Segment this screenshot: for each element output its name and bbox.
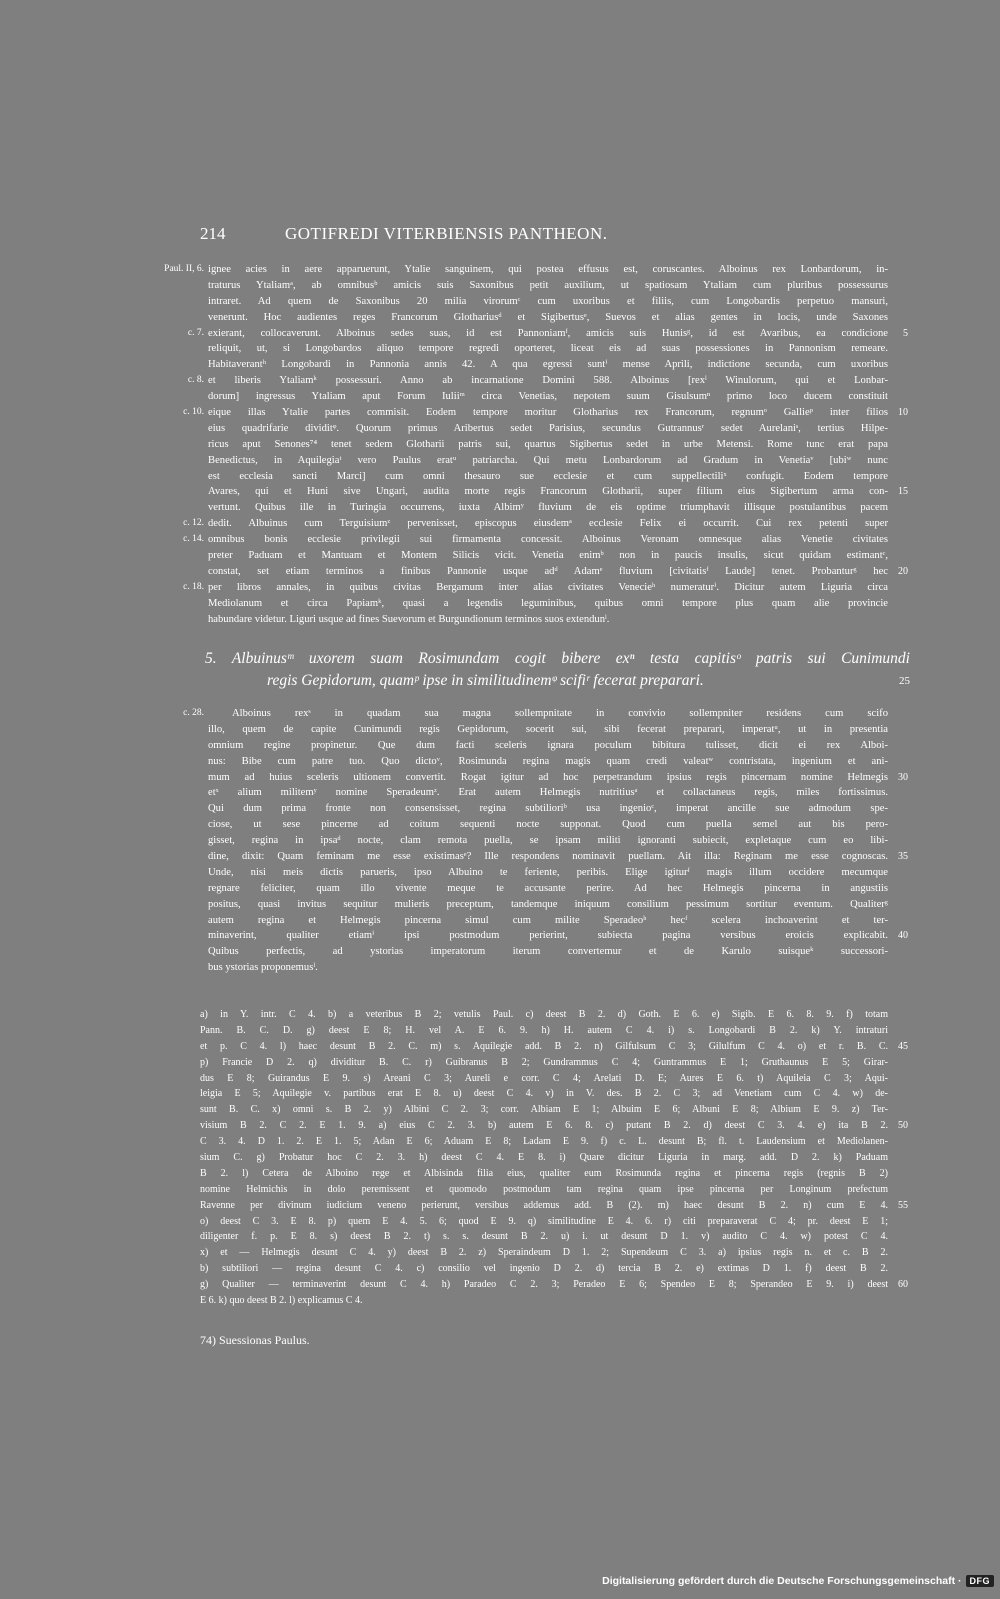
text-line — [148, 1007, 908, 1023]
line-text: vertunt. Quibus ille in Turingia occurrens, iuxta Albimʸ fluvium de eis optime triumphavit illisque postulantibus pacem — [208, 502, 888, 514]
line-text: Pann. B. C. D. g) deest E 8; H. vel A. E 6. 9. h) H. autem C 4. i) s. Longobardi B 2. k) Y. intraturi — [200, 1024, 888, 1036]
text-line — [148, 294, 908, 310]
text-line — [148, 278, 908, 294]
text-line — [148, 262, 908, 278]
line-number: 35 — [898, 851, 908, 863]
line-text: E 6. k) quo deest B 2. l) explicamus C 4. — [200, 1295, 363, 1307]
text-line — [148, 849, 908, 865]
margin-reference: c. 10. — [183, 407, 204, 418]
line-text: constat, set etiam terminos a finibus Pannonie usque adᵈ Adamᵉ fluvium [civitatisᶠ Laude] tenet. Probanturᵍ hec — [208, 565, 888, 577]
line-number: 10 — [898, 407, 908, 419]
line-number: 40 — [898, 930, 908, 942]
line-text: sunt B. C. x) omni s. B 2. y) Albini C 2. 3; corr. Albiam E 1; Albuim E 6; Albuni E 8; Albium E 9. z) Ter- — [200, 1104, 888, 1116]
line-text: intraret. Ad quem de Saxonibus 20 milia virorumᶜ cum uxoribus et filiis, cum Longobardis perpetuo mansuri, — [208, 295, 888, 307]
text-line — [148, 881, 908, 897]
text-line — [148, 897, 908, 913]
text-line — [148, 833, 908, 849]
line-text: illo, quem de capite Cunimundi regis Gepidorum, socerit sui, sibi fecerat preparari, imperatᵘ, ut in presentia — [208, 723, 888, 735]
text-line — [148, 437, 908, 453]
line-text: Alboinus rexˢ in quadam sua magna sollempnitate in convivio sollempniter residens cum scifo — [232, 708, 888, 719]
text-line — [148, 1055, 908, 1071]
margin-reference: c. 8. — [187, 375, 204, 386]
text-line — [148, 913, 908, 929]
text-line — [148, 928, 908, 944]
margin-reference: c. 14. — [183, 534, 204, 545]
line-text: a) in Y. intr. C 4. b) a veteribus B 2; vetulis Paul. c) deest B 2. d) Goth. E 6. e) Sigib. E 6. 8. 9. f) totam — [200, 1009, 888, 1020]
text-line — [148, 1293, 908, 1309]
line-number: 30 — [898, 771, 908, 783]
text-line — [148, 548, 908, 564]
text-line — [148, 1118, 908, 1134]
line-text: eius quadrifarie dividitᵠ. Quorum primus Aribertus sedet Parisius, secundus Gutrannusʳ sedet Aurelaniˢ, tertius Hilpe- — [208, 422, 888, 434]
line-text: traturus Ytaliamᵃ, ab omnibusᵇ amicis suis Saxonibus petit auxilium, ut spatiosam Ytaliam cum pluribus possessurus — [208, 279, 888, 291]
chapter-heading — [205, 648, 910, 692]
line-text: etˣ alium militemʸ nomine Speradeumᶻ. Erat autem Helmegis nutritiusᵃ et collactaneus regis, miles fortissimus. — [208, 787, 888, 799]
line-text: venerunt. Hoc audientes reges Francorum Glothariusᵈ et Sigibertusᵉ, Suevos et alias gentes in locis, unde Saxones — [208, 311, 888, 323]
text-line — [148, 1023, 908, 1039]
text-line — [148, 801, 908, 817]
line-text: regnare feliciter, quam illo vivente meque te accusante perire. Ad hec Helmegis pincerna in angustiis — [208, 882, 888, 894]
line-text: bus ystorias proponemusˡ. — [208, 962, 318, 974]
line-text: est ecclesia sancti Marci] cum omni thesauro sue ecclesie et cum suppellectiliˣ confugit. Eodem tempore — [208, 470, 888, 482]
text-line — [148, 1261, 908, 1277]
margin-reference: c. 18. — [183, 581, 204, 592]
line-text: reliquit, ut, si Longobardos aliquo tempore regredi oporteret, liceat eis ad suas possessiones in Pannonism remeare. — [208, 343, 888, 355]
text-line — [148, 785, 908, 801]
text-line — [148, 500, 908, 516]
text-line — [148, 1198, 908, 1214]
text-line — [148, 469, 908, 485]
line-number: 25 — [899, 675, 910, 687]
line-text: Qui dum prima fronte non consensisset, regina subtilioriᵇ usa ingenioᶜ, imperat ancille sue admodum spe- — [208, 803, 888, 815]
line-text: dedit. Albuinus cum Terguisiumᶻ pervenisset, episcopus eiusdemᵃ ecclesie Felix ei occurrit. Cui rex petenti super — [208, 518, 888, 530]
line-text: et p. C 4. l) haec desunt B 2. C. m) s. Aquilegie add. B 2. n) Gilfulsum C 3; Gilulfum C 4. o) et r. B. C. — [200, 1040, 888, 1052]
line-text: mum ad huius sceleris ultionem convertit. Rogat igitur ad hoc perpetrandum ipsius regis pincernam nomine Helmegis — [208, 771, 888, 783]
chapter-heading-line-2 — [205, 670, 910, 692]
text-line — [148, 722, 908, 738]
text-line — [148, 405, 908, 421]
footnote: 74) Suessionas Paulus. — [200, 1333, 310, 1347]
line-text: preter Paduam et Mantuam et Montem Silicis vicit. Venetia enimᵇ non in paucis insulis, sicut quidam estimantᶜ, — [208, 550, 888, 562]
text-line — [148, 357, 908, 373]
line-text: visium B 2. C 2. E 1. 9. a) eius C 2. 3. b) autem E 6. 8. c) putant B 2. d) deest C 3. 4. e) ita B 2. — [200, 1120, 888, 1132]
running-title: GOTIFREDI VITERBIENSIS PANTHEON. — [285, 224, 608, 243]
line-text: Habitaverantʰ Longobardi in Pannonia annis 42. A qua egressi suntⁱ mense Aprili, indictione secunda, cum uxoribus — [208, 359, 888, 371]
text-line — [148, 1086, 908, 1102]
line-text: gisset, regina in ipsaᵈ nocte, clam remota puella, se ipsam militi ignoranti subiecit, expletaque cum eo libi- — [208, 835, 888, 847]
line-text: dine, dixit: Quam feminam me esse existimasᵉ? Ille respondens nominavit puellam. Ait illa: Reginam me esse cognoscas. — [208, 851, 888, 863]
text-line — [148, 1166, 908, 1182]
text-line — [148, 706, 908, 722]
line-text: minaverint, qualiter etiamⁱ ipsi postmodum perierint, subiecta pagina versibus eroicis explicabit. — [208, 930, 888, 942]
footer-credit-text: Digitalisierung gefördert durch die Deutsche Forschungsgemeinschaft · — [602, 1575, 962, 1587]
line-text: sium C. g) Probatur hoc C 2. 3. h) deest C 4. E 8. i) Quare dicitur Liguria in marg. add. D 2. k) Paduam — [200, 1152, 888, 1164]
margin-reference: c. 12. — [183, 518, 204, 529]
text-line — [148, 1102, 908, 1118]
text-line — [148, 944, 908, 960]
text-line — [148, 373, 908, 389]
line-text: x) et — Helmegis desunt C 4. y) deest B 2. z) Speraindeum D 1. 2; Supendeum C 3. a) ipsius regis n. et c. B 2. — [200, 1247, 888, 1259]
margin-reference: c. 7. — [187, 327, 204, 338]
text-line — [148, 596, 908, 612]
text-line — [148, 817, 908, 833]
line-number: 60 — [898, 1279, 908, 1291]
line-text: nus: Bibe cum patre tuo. Quo dictoᵛ, Rosimunda regina magis quam credi valeatʷ contristata, ingenium et ani- — [208, 755, 888, 767]
line-text: p) Francie D 2. q) dividitur B. C. r) Guibranus B 2; Gundrammus C 4; Guntrammus E 1; Gruthaunus E 5; Girar- — [200, 1056, 888, 1068]
margin-reference: Paul. II, 6. — [164, 264, 204, 274]
line-text: dorum] ingressus Ytaliam aput Forum Iuliiᵐ circa Venetias, nepotem suum Gisulsumⁿ primo loco ducem constituit — [208, 391, 888, 403]
line-text: et liberis Ytaliamᵏ possessuri. Anno ab incarnatione Domini 588. Alboinus [rexˡ Winulorum, qui et Lonbar- — [208, 375, 888, 387]
text-line — [148, 738, 908, 754]
line-text: ricus aput Senones⁷⁴ tenet sedem Glotharii patris sui, quartus Sigibertus sedet in urbe Metensi. Rome tunc erat papa — [208, 438, 888, 450]
line-number: 20 — [898, 565, 908, 577]
chapter-heading-line-1: 5. Albuinusᵐ uxorem suam Rosimundam cogit bibere exⁿ testa capitisᵒ patris sui Cunimundi — [205, 650, 910, 667]
margin-reference: c. 28. — [183, 708, 204, 718]
text-line — [148, 310, 908, 326]
text-line — [148, 960, 908, 976]
text-line — [148, 326, 908, 342]
footer-credit — [602, 1575, 994, 1587]
line-text: Mediolanum et circa Papiamᵏ, quasi a legendis leguminibus, quibus omni tempore plus quam alie provincie — [208, 597, 888, 609]
line-number: 50 — [898, 1120, 908, 1132]
line-text: per libros annales, in quibus civitas Bergamum inter alias civitates Venecieʰ numeraturⁱ. Dicitur autem Liguria circa — [208, 581, 888, 593]
line-text: dus E 8; Guirandus E 9. s) Areani C 3; Aureli e corr. C 4; Arelati D. E; Aures E 6. t) Aquileia C 3; Aqui- — [200, 1072, 888, 1084]
line-text: b) subtiliori — regina desunt C 4. c) consilio vel ingenio D 2. d) tercia B 2. e) extimas D 1. f) deest B 2. — [200, 1263, 888, 1275]
line-text: diligenter f. p. E 8. s) deest B 2. t) s. s. desunt B 2. u) i. ut desunt D 1. v) audito C 4. w) potest C 4. — [200, 1231, 888, 1243]
line-text: leigia E 5; Aquilegie v. partibus erat E 8. u) deest C 4. v) in V. des. B 2. C 3; ad Venetiam cum C 4. w) de- — [200, 1088, 888, 1100]
line-text: autem regina et Helmegis pincerna simul cum milite Speradeoʰ hecᶠ scelera inchoaverint et ter- — [208, 914, 888, 926]
line-text: nomine Helmichis in dolo peremissent et quomodo postmodum tam regina quam ipse pincerna per Longinum prefectum — [200, 1183, 888, 1195]
text-line — [148, 865, 908, 881]
line-text: Avares, qui et Huni sive Ungari, audita morte regis Francorum Glotharii, super filium eius Sigibertum arma con- — [208, 486, 888, 498]
dfg-logo-icon: DFG — [966, 1575, 995, 1587]
text-line — [148, 770, 908, 786]
line-text: positus, quasi invitus sequitur mulieris preceptum, tandemque iniquum consilium pessimum sortitur eventum. Qualiterᵍ — [208, 898, 888, 910]
line-text: Ravenne per divinum iudicium veneno perierunt, versibus addemus add. B (2). m) haec desunt B 2. n) cum E 4. — [200, 1199, 888, 1211]
line-text: B 2. l) Cetera de Alboino rege et Albisinda filia eius, qualiter eum Rosimunda regina et pincerna regis (regnis B 2) — [200, 1167, 888, 1179]
line-number: 45 — [898, 1040, 908, 1052]
main-text-section-2 — [148, 706, 908, 976]
line-text: habundare videtur. Liguri usque ad fines Suevorum et Burgundionum terminos suos extendunˡ. — [208, 613, 610, 625]
text-line — [148, 1245, 908, 1261]
line-text: Benedictus, in Aquilegiaᵗ vero Paulus eratᵘ patriarcha. Qui metu Lonbardorum ad Gradum in Venetiaᵛ [ubiʷ nunc — [208, 454, 888, 466]
chapter-heading-line-2-text: regis Gepidorum, quamᵖ ipse in similitudinemᵠ scifiʳ fecerat preparari. — [267, 672, 704, 689]
line-text: exierant, collocaverunt. Alboinus sedes suas, id est Pannoniamᶠ, amicis suis Hunisᵍ, id est Avaribus, ea condicione — [208, 327, 888, 339]
line-text: eique illas Ytalie partes commisit. Eodem tempore moritur Glotharius rex Francorum, regnumᵒ Gallieᵖ inter filios — [208, 407, 888, 419]
text-line — [148, 564, 908, 580]
line-text: C 3. 4. D 1. 2. E 1. 5; Adan E 6; Aduam E 8; Ladam E 9. f) c. L. desunt B; fl. t. Laudensium et Mediolanen- — [200, 1136, 888, 1148]
text-line — [148, 1039, 908, 1055]
text-line — [148, 421, 908, 437]
text-line — [148, 612, 908, 628]
text-line — [148, 1150, 908, 1166]
line-text: Quibus perfectis, ad ystorias imperatorum iterum convertemur et de Karulo suisqueᵏ successori- — [208, 946, 888, 958]
line-text: o) deest C 3. E 8. p) quem E 4. 5. 6; quod E 9. q) similitudine E 4. 6. r) citi preparaverat C 4; pr. deest E 1; — [200, 1215, 888, 1227]
line-number: 55 — [898, 1199, 908, 1211]
critical-apparatus — [148, 1007, 908, 1309]
text-line — [148, 516, 908, 532]
page-header — [200, 224, 710, 244]
text-line — [148, 1277, 908, 1293]
text-line — [148, 1071, 908, 1087]
main-text-section-1 — [148, 262, 908, 627]
text-line — [148, 1214, 908, 1230]
text-line — [148, 484, 908, 500]
line-text: Unde, nisi meis dictis parueris, ipso Albuino te feriente, peribis. Elige igiturᶠ magis illum occidere mecumque — [208, 866, 888, 878]
text-line — [148, 754, 908, 770]
line-number: 5 — [903, 327, 908, 339]
text-line — [148, 580, 908, 596]
text-line — [148, 341, 908, 357]
line-text: ignee acies in aere apparuerunt, Ytalie sanguinem, qui postea effusus est, coruscantes. Alboinus rex Lonbardorum, in- — [208, 264, 888, 275]
text-line — [148, 532, 908, 548]
text-line — [148, 389, 908, 405]
page-number: 214 — [200, 224, 226, 243]
line-text: omnibus bonis ecclesie privilegii sui firmamenta concessit. Alboinus Veronam omnesque alias Venetie civitates — [208, 534, 888, 546]
line-number: 15 — [898, 486, 908, 498]
text-line — [148, 1134, 908, 1150]
line-text: g) Qualiter — terminaverint desunt C 4. h) Paradeo C 2. 3; Peradeo E 6; Spendeo E 8; Sperandeo E 9. i) deest — [200, 1279, 888, 1291]
text-line — [148, 1229, 908, 1245]
text-line — [148, 1182, 908, 1198]
line-text: ciose, ut sese pincerne ad coitum sequenti nocte supponat. Quod cum puella semel aut bis pero- — [208, 819, 888, 831]
text-line — [148, 453, 908, 469]
line-text: omnium regine propinetur. Que dum facti sceleris ignara poculum bibitura tulisset, dicit ei rex Alboi- — [208, 739, 888, 751]
